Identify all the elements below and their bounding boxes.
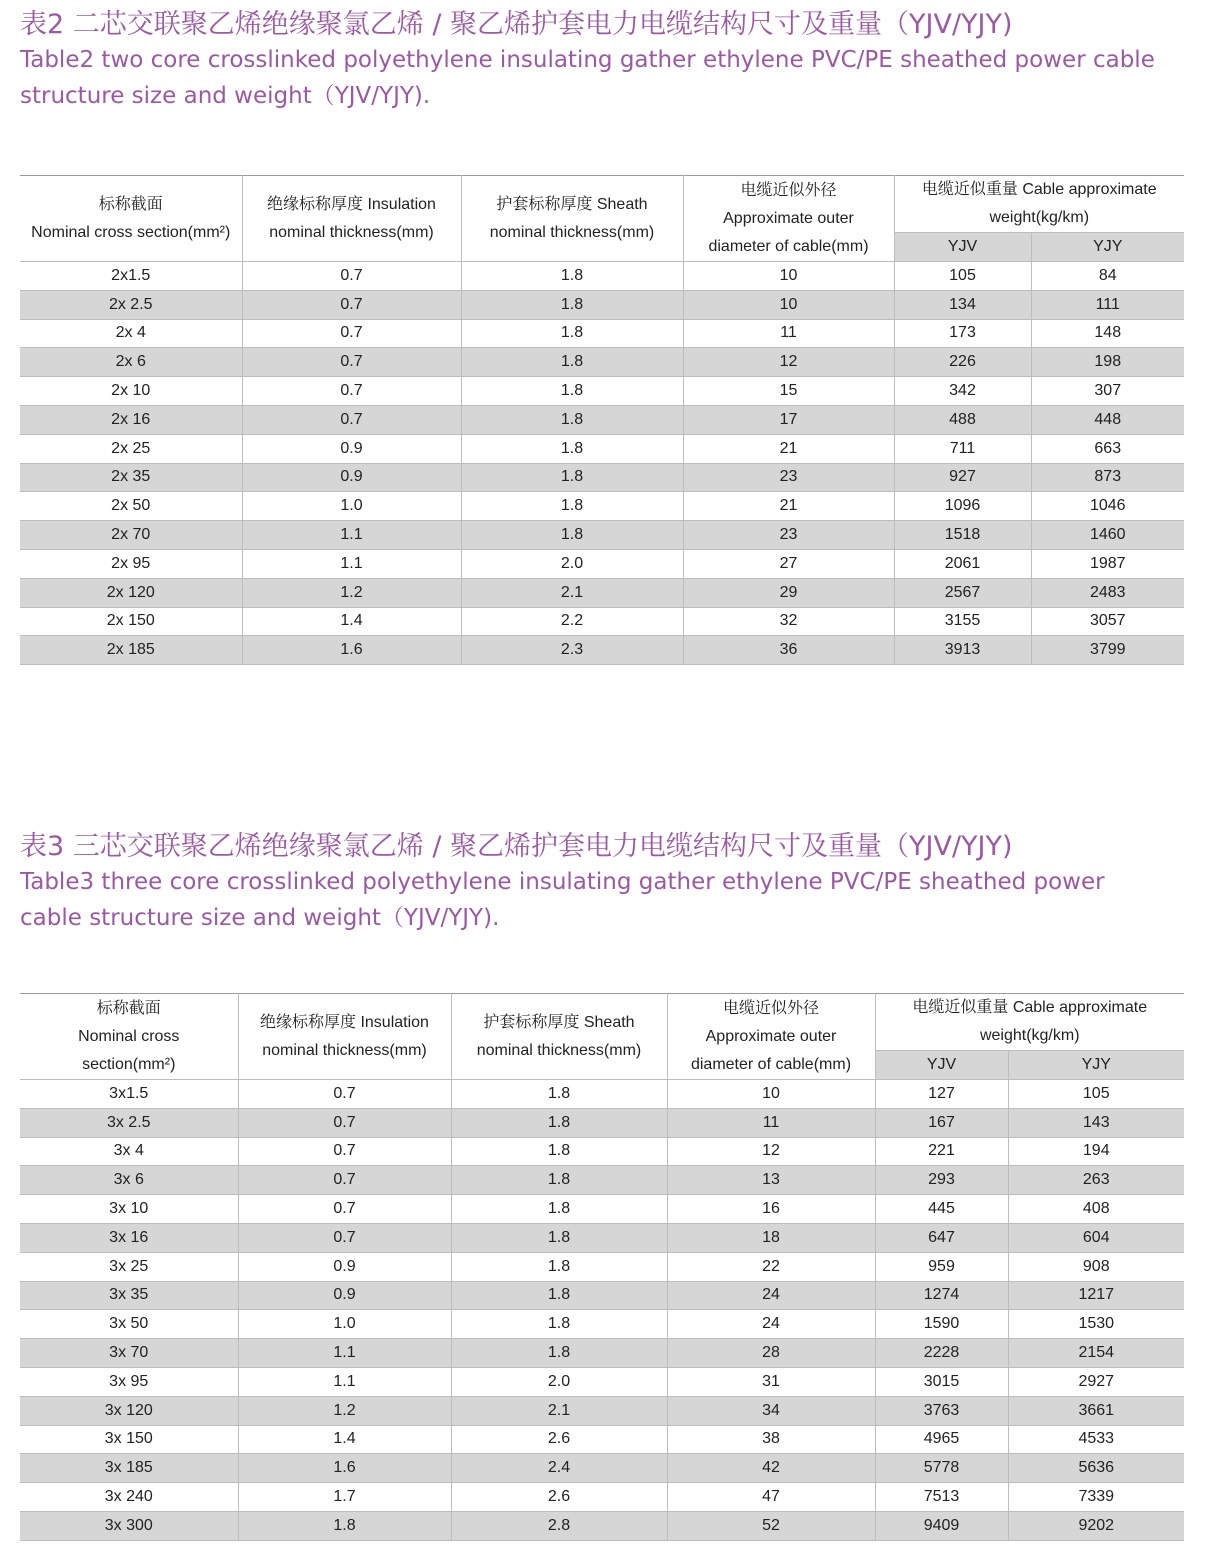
table-row <box>20 1166 1184 1195</box>
cell-yjy: 1987 <box>1089 554 1126 572</box>
cell-diameter: 18 <box>667 1223 875 1252</box>
cell-sheath: 2.6 <box>451 1483 667 1512</box>
cell-section: 2x 150 <box>20 607 242 636</box>
cell-sheath: 2.4 <box>451 1454 667 1483</box>
cell-insulation: 1.2 <box>242 578 461 607</box>
table2-header-insulation <box>242 176 461 262</box>
cell-insulation: 1.6 <box>238 1454 451 1483</box>
table-row <box>20 319 1184 348</box>
table3-header-yjv: YJV <box>875 1051 1008 1080</box>
cell-section: 3x 6 <box>20 1166 238 1195</box>
cell-diameter: 23 <box>683 463 894 492</box>
cell-sheath: 1.8 <box>461 405 683 434</box>
cell-yjv: 342 <box>894 377 1031 406</box>
cell-insulation: 1.1 <box>238 1367 451 1396</box>
cell-section: 2x 2.5 <box>20 290 242 319</box>
cell-yjy: 3799 <box>1089 641 1126 659</box>
cell-yjy: 9202 <box>1078 1516 1115 1534</box>
cell-sheath: 1.8 <box>451 1195 667 1224</box>
table3-header-sheath-cn: 护套标称厚度 Sheath <box>483 1013 635 1031</box>
cell-section: 2x 70 <box>20 521 242 550</box>
cell-yjv: 9409 <box>875 1511 1008 1540</box>
cell-diameter: 13 <box>667 1166 875 1195</box>
table3 <box>20 993 1184 1541</box>
table-row <box>20 290 1184 319</box>
cell-sheath: 1.8 <box>461 434 683 463</box>
cell-yjv: 2567 <box>894 578 1031 607</box>
table-row <box>20 1454 1184 1483</box>
cell-sheath: 2.1 <box>461 578 683 607</box>
table-row <box>20 521 1184 550</box>
cell-insulation: 0.7 <box>242 377 461 406</box>
table-row <box>20 1195 1184 1224</box>
table2-body <box>20 262 1184 665</box>
table2-title-cn: 表2 二芯交联聚乙烯绝缘聚氯乙烯 / 聚乙烯护套电力电缆结构尺寸及重量（YJV/YJY) <box>20 9 1013 40</box>
table2-header-sheath-en: nominal thickness(mm) <box>489 223 655 241</box>
cell-insulation: 1.1 <box>242 521 461 550</box>
table2-header-weight-line1: 电缆近似重量 Cable approximate <box>921 181 1157 198</box>
cell-yjv: 105 <box>894 262 1031 291</box>
cell-diameter: 10 <box>683 262 894 291</box>
table3-heading <box>20 830 1170 936</box>
cell-yjv: 127 <box>875 1080 1008 1109</box>
cell-diameter: 23 <box>683 521 894 550</box>
cell-diameter: 36 <box>683 636 894 665</box>
table2-header-diameter-en2: diameter of cable(mm) <box>708 237 869 255</box>
cell-section: 2x 10 <box>20 377 242 406</box>
table3-header-diameter-en1: Approximate outer <box>705 1027 837 1045</box>
cell-yjy: 263 <box>1082 1171 1110 1189</box>
cell-section: 3x 150 <box>20 1425 238 1454</box>
cell-insulation: 0.7 <box>238 1108 451 1137</box>
cell-insulation: 0.7 <box>238 1195 451 1224</box>
table-row <box>20 1367 1184 1396</box>
table3-header-insulation-en: nominal thickness(mm) <box>262 1041 427 1059</box>
cell-diameter: 16 <box>667 1195 875 1224</box>
cell-diameter: 21 <box>683 434 894 463</box>
cell-yjy: 148 <box>1094 324 1122 342</box>
table3-header-section <box>20 994 238 1080</box>
table2-heading <box>20 8 1170 114</box>
cell-yjv: 167 <box>875 1108 1008 1137</box>
cell-diameter: 28 <box>667 1339 875 1368</box>
cell-sheath: 1.8 <box>451 1223 667 1252</box>
table3-header-section-en2: section(mm²) <box>82 1055 176 1073</box>
table-row <box>20 1396 1184 1425</box>
cell-section: 2x 25 <box>20 434 242 463</box>
cell-diameter: 11 <box>667 1108 875 1137</box>
table2-header-sheath-cn: 护套标称厚度 Sheath <box>496 195 648 213</box>
table-row <box>20 377 1184 406</box>
cell-diameter: 10 <box>667 1080 875 1109</box>
cell-yjv: 927 <box>894 463 1031 492</box>
table-row <box>20 1281 1184 1310</box>
cell-yjy: 5636 <box>1078 1459 1115 1477</box>
cell-diameter: 22 <box>667 1252 875 1281</box>
cell-section: 3x 300 <box>20 1511 238 1540</box>
cell-insulation: 1.6 <box>242 636 461 665</box>
cell-yjy: 105 <box>1082 1084 1110 1102</box>
table3-header-section-en1: Nominal cross <box>78 1027 180 1045</box>
table3-header-diameter <box>667 994 875 1080</box>
cell-diameter: 15 <box>683 377 894 406</box>
table3-title-en: Table3 three core crosslinked polyethylene insulating gather ethylene PVC/PE sheathed power cable structure size and weight（YJV/YJY). <box>20 869 1105 931</box>
table-row <box>20 492 1184 521</box>
table2-header-weight-line2: weight(kg/km) <box>989 209 1090 226</box>
table3-header-sheath <box>451 994 667 1080</box>
cell-yjy: 4533 <box>1078 1430 1115 1448</box>
cell-yjv: 647 <box>875 1223 1008 1252</box>
cell-yjv: 134 <box>894 290 1031 319</box>
table2-header-yjv: YJV <box>894 233 1031 262</box>
cell-diameter: 12 <box>683 348 894 377</box>
cell-diameter: 29 <box>683 578 894 607</box>
table3-header-weight-line2: weight(kg/km) <box>979 1027 1080 1044</box>
table3-header-yjy: YJY <box>1008 1051 1184 1080</box>
table2-header-section <box>20 176 242 262</box>
cell-section: 2x 120 <box>20 578 242 607</box>
cell-yjy: 3661 <box>1078 1401 1115 1419</box>
cell-sheath: 1.8 <box>461 262 683 291</box>
table2-header-weight <box>894 176 1184 233</box>
cell-yjv: 2228 <box>875 1339 1008 1368</box>
cell-insulation: 0.7 <box>242 262 461 291</box>
cell-yjy: 663 <box>1094 439 1122 457</box>
cell-section: 3x 240 <box>20 1483 238 1512</box>
cell-insulation: 1.1 <box>238 1339 451 1368</box>
table2-title-en: Table2 two core crosslinked polyethylene insulating gather ethylene PVC/PE sheathed power cable structure size and weight（YJV/YJY). <box>20 47 1155 109</box>
table-row <box>20 607 1184 636</box>
table2 <box>20 175 1184 665</box>
table2-header-sheath <box>461 176 683 262</box>
cell-yjv: 959 <box>875 1252 1008 1281</box>
cell-diameter: 12 <box>667 1137 875 1166</box>
cell-sheath: 2.0 <box>451 1367 667 1396</box>
cell-yjv: 1096 <box>894 492 1031 521</box>
table3-header-diameter-cn: 电缆近似外径 <box>722 999 819 1017</box>
cell-section: 3x 120 <box>20 1396 238 1425</box>
cell-yjy: 448 <box>1094 410 1122 428</box>
cell-sheath: 2.3 <box>461 636 683 665</box>
cell-insulation: 1.0 <box>238 1310 451 1339</box>
table3-header-section-cn: 标称截面 <box>96 999 161 1017</box>
cell-yjv: 4965 <box>875 1425 1008 1454</box>
cell-insulation: 0.7 <box>238 1080 451 1109</box>
cell-diameter: 31 <box>667 1367 875 1396</box>
cell-insulation: 0.7 <box>238 1137 451 1166</box>
cell-yjy: 194 <box>1082 1142 1110 1160</box>
cell-insulation: 1.7 <box>238 1483 451 1512</box>
table2-header-insulation-en: nominal thickness(mm) <box>269 223 434 241</box>
cell-yjy: 2927 <box>1078 1372 1115 1390</box>
cell-section: 2x 6 <box>20 348 242 377</box>
cell-diameter: 47 <box>667 1483 875 1512</box>
table3-body <box>20 1080 1184 1541</box>
cell-insulation: 0.9 <box>242 434 461 463</box>
cell-diameter: 27 <box>683 549 894 578</box>
cell-diameter: 52 <box>667 1511 875 1540</box>
table2-header-section-en: Nominal cross section(mm²) <box>31 223 231 241</box>
cell-insulation: 1.8 <box>238 1511 451 1540</box>
cell-section: 2x 16 <box>20 405 242 434</box>
cell-yjy: 307 <box>1094 382 1122 400</box>
table-row <box>20 262 1184 291</box>
table3-header-diameter-en2: diameter of cable(mm) <box>690 1055 852 1073</box>
cell-section: 3x 16 <box>20 1223 238 1252</box>
table-row <box>20 1483 1184 1512</box>
table3-header-insulation <box>238 994 451 1080</box>
table-row <box>20 405 1184 434</box>
cell-section: 2x1.5 <box>20 262 242 291</box>
cell-yjy: 3057 <box>1089 612 1126 630</box>
cell-sheath: 1.8 <box>451 1137 667 1166</box>
table2-header-diameter <box>683 176 894 262</box>
table2-header-section-cn: 标称截面 <box>98 195 163 213</box>
table3-header-sheath-en: nominal thickness(mm) <box>476 1041 642 1059</box>
cell-insulation: 0.7 <box>242 290 461 319</box>
cell-sheath: 1.8 <box>461 319 683 348</box>
table2-header-insulation-cn: 绝缘标称厚度 Insulation <box>267 195 436 213</box>
cell-yjv: 7513 <box>875 1483 1008 1512</box>
cell-diameter: 38 <box>667 1425 875 1454</box>
cell-insulation: 1.4 <box>238 1425 451 1454</box>
cell-yjy: 1046 <box>1089 497 1126 515</box>
cell-sheath: 1.8 <box>451 1166 667 1195</box>
cell-yjy: 408 <box>1082 1200 1110 1218</box>
cell-sheath: 1.8 <box>451 1339 667 1368</box>
cell-sheath: 1.8 <box>451 1080 667 1109</box>
table2-header-diameter-cn: 电缆近似外径 <box>740 181 837 199</box>
table-row <box>20 1223 1184 1252</box>
cell-sheath: 1.8 <box>451 1252 667 1281</box>
cell-section: 2x 185 <box>20 636 242 665</box>
table-row <box>20 578 1184 607</box>
cell-yjy: 7339 <box>1078 1488 1115 1506</box>
cell-insulation: 0.9 <box>238 1281 451 1310</box>
cell-insulation: 0.7 <box>238 1223 451 1252</box>
cell-diameter: 10 <box>683 290 894 319</box>
table-row <box>20 636 1184 665</box>
cell-sheath: 1.8 <box>461 348 683 377</box>
cell-section: 3x1.5 <box>20 1080 238 1109</box>
cell-sheath: 1.8 <box>451 1108 667 1137</box>
cell-section: 3x 25 <box>20 1252 238 1281</box>
cell-insulation: 1.4 <box>242 607 461 636</box>
table-row <box>20 1339 1184 1368</box>
cell-yjy: 1460 <box>1089 526 1126 544</box>
cell-diameter: 24 <box>667 1310 875 1339</box>
cell-sheath: 1.8 <box>451 1310 667 1339</box>
cell-sheath: 1.8 <box>461 492 683 521</box>
table-row <box>20 1137 1184 1166</box>
cell-diameter: 42 <box>667 1454 875 1483</box>
cell-yjv: 3155 <box>894 607 1031 636</box>
cell-diameter: 17 <box>683 405 894 434</box>
cell-sheath: 1.8 <box>461 521 683 550</box>
cell-section: 2x 50 <box>20 492 242 521</box>
table2-header-diameter-en1: Approximate outer <box>723 209 854 227</box>
cell-insulation: 1.2 <box>238 1396 451 1425</box>
cell-insulation: 0.7 <box>242 348 461 377</box>
table-row <box>20 348 1184 377</box>
cell-yjv: 445 <box>875 1195 1008 1224</box>
cell-sheath: 2.1 <box>451 1396 667 1425</box>
cell-section: 3x 50 <box>20 1310 238 1339</box>
table-row <box>20 1511 1184 1540</box>
table-row <box>20 1252 1184 1281</box>
cell-insulation: 1.0 <box>242 492 461 521</box>
cell-yjv: 173 <box>894 319 1031 348</box>
cell-section: 3x 35 <box>20 1281 238 1310</box>
cell-yjv: 488 <box>894 405 1031 434</box>
table3-title-cn: 表3 三芯交联聚乙烯绝缘聚氯乙烯 / 聚乙烯护套电力电缆结构尺寸及重量（YJV/YJY) <box>20 831 1013 862</box>
cell-section: 3x 10 <box>20 1195 238 1224</box>
cell-yjv: 5778 <box>875 1454 1008 1483</box>
cell-yjy: 908 <box>1082 1257 1110 1275</box>
cell-section: 2x 95 <box>20 549 242 578</box>
cell-yjv: 1274 <box>875 1281 1008 1310</box>
cell-section: 3x 2.5 <box>20 1108 238 1137</box>
cell-yjy: 873 <box>1094 468 1122 486</box>
table-row <box>20 549 1184 578</box>
cell-yjy: 111 <box>1095 295 1120 313</box>
cell-yjy: 198 <box>1094 353 1122 371</box>
table-row <box>20 1425 1184 1454</box>
cell-yjv: 1518 <box>894 521 1031 550</box>
cell-yjv: 3015 <box>875 1367 1008 1396</box>
cell-yjv: 221 <box>875 1137 1008 1166</box>
cell-insulation: 1.1 <box>242 549 461 578</box>
cell-section: 3x 4 <box>20 1137 238 1166</box>
cell-sheath: 2.8 <box>451 1511 667 1540</box>
cell-yjv: 226 <box>894 348 1031 377</box>
cell-yjy: 2154 <box>1078 1344 1115 1362</box>
cell-sheath: 1.8 <box>461 463 683 492</box>
cell-diameter: 11 <box>683 319 894 348</box>
cell-yjy: 1530 <box>1078 1315 1115 1333</box>
cell-section: 2x 4 <box>20 319 242 348</box>
table3-header-insulation-cn: 绝缘标称厚度 Insulation <box>260 1013 429 1031</box>
cell-diameter: 21 <box>683 492 894 521</box>
cell-diameter: 32 <box>683 607 894 636</box>
cell-yjv: 3913 <box>894 636 1031 665</box>
cell-insulation: 0.7 <box>238 1166 451 1195</box>
cell-yjv: 1590 <box>875 1310 1008 1339</box>
cell-section: 3x 185 <box>20 1454 238 1483</box>
cell-yjv: 3763 <box>875 1396 1008 1425</box>
cell-yjy: 1217 <box>1078 1286 1115 1304</box>
cell-section: 3x 70 <box>20 1339 238 1368</box>
table-row <box>20 1310 1184 1339</box>
cell-yjv: 2061 <box>894 549 1031 578</box>
cell-sheath: 1.8 <box>461 290 683 319</box>
cell-yjy: 84 <box>1098 266 1117 284</box>
cell-insulation: 0.7 <box>242 405 461 434</box>
table3-header-weight-line1: 电缆近似重量 Cable approximate <box>912 999 1148 1016</box>
cell-sheath: 1.8 <box>451 1281 667 1310</box>
cell-insulation: 0.7 <box>242 319 461 348</box>
table2-header-yjy: YJY <box>1031 233 1184 262</box>
table-row <box>20 434 1184 463</box>
cell-diameter: 24 <box>667 1281 875 1310</box>
cell-sheath: 1.8 <box>461 377 683 406</box>
table-row <box>20 1108 1184 1137</box>
cell-section: 2x 35 <box>20 463 242 492</box>
cell-yjy: 143 <box>1082 1113 1110 1131</box>
cell-yjv: 711 <box>894 434 1031 463</box>
cell-sheath: 2.0 <box>461 549 683 578</box>
cell-insulation: 0.9 <box>242 463 461 492</box>
cell-diameter: 34 <box>667 1396 875 1425</box>
cell-yjy: 604 <box>1082 1228 1110 1246</box>
cell-sheath: 2.6 <box>451 1425 667 1454</box>
cell-section: 3x 95 <box>20 1367 238 1396</box>
table-row <box>20 463 1184 492</box>
cell-yjy: 2483 <box>1089 583 1126 601</box>
table-row <box>20 1080 1184 1109</box>
cell-sheath: 2.2 <box>461 607 683 636</box>
cell-yjv: 293 <box>875 1166 1008 1195</box>
cell-insulation: 0.9 <box>238 1252 451 1281</box>
table3-header-weight <box>875 994 1184 1051</box>
